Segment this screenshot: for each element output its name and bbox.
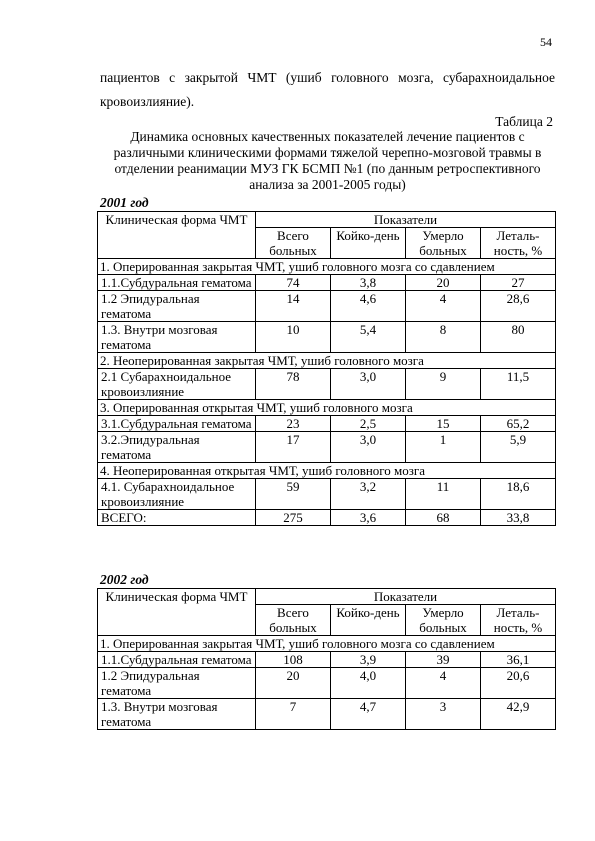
row-name: 4.1. Субарахноидальное кровоизлияние: [98, 479, 256, 510]
section-label: 4. Неоперированная открытая ЧМТ, ушиб головного мозга: [98, 463, 556, 479]
total-row: [98, 510, 556, 526]
cell-lethality: 18,6: [481, 479, 556, 510]
intro-line-2: кровоизлияние).: [100, 94, 195, 109]
section-label: 1. Оперированная закрытая ЧМТ, ушиб головного мозга со сдавлением: [98, 259, 556, 275]
cell-bed-day: 3,2: [331, 479, 406, 510]
table-row: [98, 432, 556, 463]
year-2002-heading: 2002 год: [100, 572, 149, 587]
cell-lethality: 33,8: [481, 510, 556, 526]
cell-bed-day: 3,0: [331, 369, 406, 400]
cell-died: 11: [406, 479, 481, 510]
table-row: [98, 416, 556, 432]
section-row: [98, 463, 556, 479]
cell-died: 39: [406, 652, 481, 668]
cell-lethality: 5,9: [481, 432, 556, 463]
section-label: 3. Оперированная открытая ЧМТ, ушиб головного мозга: [98, 400, 556, 416]
intro-line-1: пациентов с закрытой ЧМТ (ушиб головного мозга, субарахноидальное: [100, 70, 555, 85]
header-died: Умерло больных: [406, 605, 481, 636]
cell-bed-day: 4,6: [331, 291, 406, 322]
table-row: [98, 668, 556, 699]
cell-total: 78: [256, 369, 331, 400]
cell-bed-day: 3,8: [331, 275, 406, 291]
header-bed-day: Койко-день: [331, 605, 406, 636]
page-number: 54: [540, 35, 552, 49]
cell-total: 10: [256, 322, 331, 353]
header-lethality: Леталь-ность, %: [481, 605, 556, 636]
cell-lethality: 11,5: [481, 369, 556, 400]
cell-lethality: 20,6: [481, 668, 556, 699]
section-row: [98, 259, 556, 275]
header-total: Всего больных: [256, 605, 331, 636]
table-2001: [97, 211, 556, 526]
cell-died: 4: [406, 668, 481, 699]
table-2002: [97, 588, 556, 730]
header-died: Умерло больных: [406, 228, 481, 259]
cell-lethality: 65,2: [481, 416, 556, 432]
cell-bed-day: 4,0: [331, 668, 406, 699]
table-row: [98, 275, 556, 291]
table-row: [98, 652, 556, 668]
table-label: Таблица 2: [495, 114, 553, 129]
table-row: [98, 479, 556, 510]
row-name: 1.3. Внутри мозговая гематома: [98, 322, 256, 353]
cell-lethality: 80: [481, 322, 556, 353]
header-row: [98, 212, 556, 228]
header-form: Клиническая форма ЧМТ: [98, 212, 256, 259]
cell-total: 23: [256, 416, 331, 432]
cell-bed-day: 4,7: [331, 699, 406, 730]
table-row: [98, 699, 556, 730]
row-name: 1.2 Эпидуральная гематома: [98, 668, 256, 699]
intro-paragraph: [100, 66, 555, 114]
row-name: ВСЕГО:: [98, 510, 256, 526]
header-bed-day: Койко-день: [331, 228, 406, 259]
header-indicators: Показатели: [256, 589, 556, 605]
table-caption: Динамика основных качественных показателей лечение пациентов с различными клиническими формами тяжелой черепно-мозговой травмы в отделении реанимации МУЗ ГК БСМП №1 (по данным ретроспективного анализа за 2001-2005 годы): [113, 129, 542, 192]
header-lethality: Леталь-ность, %: [481, 228, 556, 259]
cell-died: 68: [406, 510, 481, 526]
cell-total: 20: [256, 668, 331, 699]
cell-died: 4: [406, 291, 481, 322]
cell-bed-day: 3,9: [331, 652, 406, 668]
cell-died: 1: [406, 432, 481, 463]
cell-total: 275: [256, 510, 331, 526]
cell-total: 108: [256, 652, 331, 668]
table-row: [98, 322, 556, 353]
cell-lethality: 42,9: [481, 699, 556, 730]
header-indicators: Показатели: [256, 212, 556, 228]
section-row: [98, 636, 556, 652]
cell-bed-day: 2,5: [331, 416, 406, 432]
header-total: Всего больных: [256, 228, 331, 259]
cell-lethality: 36,1: [481, 652, 556, 668]
section-label: 2. Неоперированная закрытая ЧМТ, ушиб головного мозга: [98, 353, 556, 369]
table-row: [98, 291, 556, 322]
row-name: 1.2 Эпидуральная гематома: [98, 291, 256, 322]
cell-bed-day: 3,6: [331, 510, 406, 526]
table-row: [98, 369, 556, 400]
cell-bed-day: 5,4: [331, 322, 406, 353]
cell-lethality: 27: [481, 275, 556, 291]
cell-died: 15: [406, 416, 481, 432]
year-2001-heading: 2001 год: [100, 195, 149, 210]
cell-total: 17: [256, 432, 331, 463]
row-name: 3.1.Субдуральная гематома: [98, 416, 256, 432]
cell-total: 7: [256, 699, 331, 730]
cell-died: 8: [406, 322, 481, 353]
cell-lethality: 28,6: [481, 291, 556, 322]
cell-died: 3: [406, 699, 481, 730]
section-row: [98, 353, 556, 369]
row-name: 3.2.Эпидуральная гематома: [98, 432, 256, 463]
row-name: 1.1.Субдуральная гематома: [98, 652, 256, 668]
section-label: 1. Оперированная закрытая ЧМТ, ушиб головного мозга со сдавлением: [98, 636, 556, 652]
row-name: 1.1.Субдуральная гематома: [98, 275, 256, 291]
cell-bed-day: 3,0: [331, 432, 406, 463]
cell-total: 74: [256, 275, 331, 291]
header-row: [98, 589, 556, 605]
cell-total: 59: [256, 479, 331, 510]
cell-total: 14: [256, 291, 331, 322]
cell-died: 20: [406, 275, 481, 291]
header-form: Клиническая форма ЧМТ: [98, 589, 256, 636]
row-name: 1.3. Внутри мозговая гематома: [98, 699, 256, 730]
cell-died: 9: [406, 369, 481, 400]
section-row: [98, 400, 556, 416]
row-name: 2.1 Субарахноидальное кровоизлияние: [98, 369, 256, 400]
